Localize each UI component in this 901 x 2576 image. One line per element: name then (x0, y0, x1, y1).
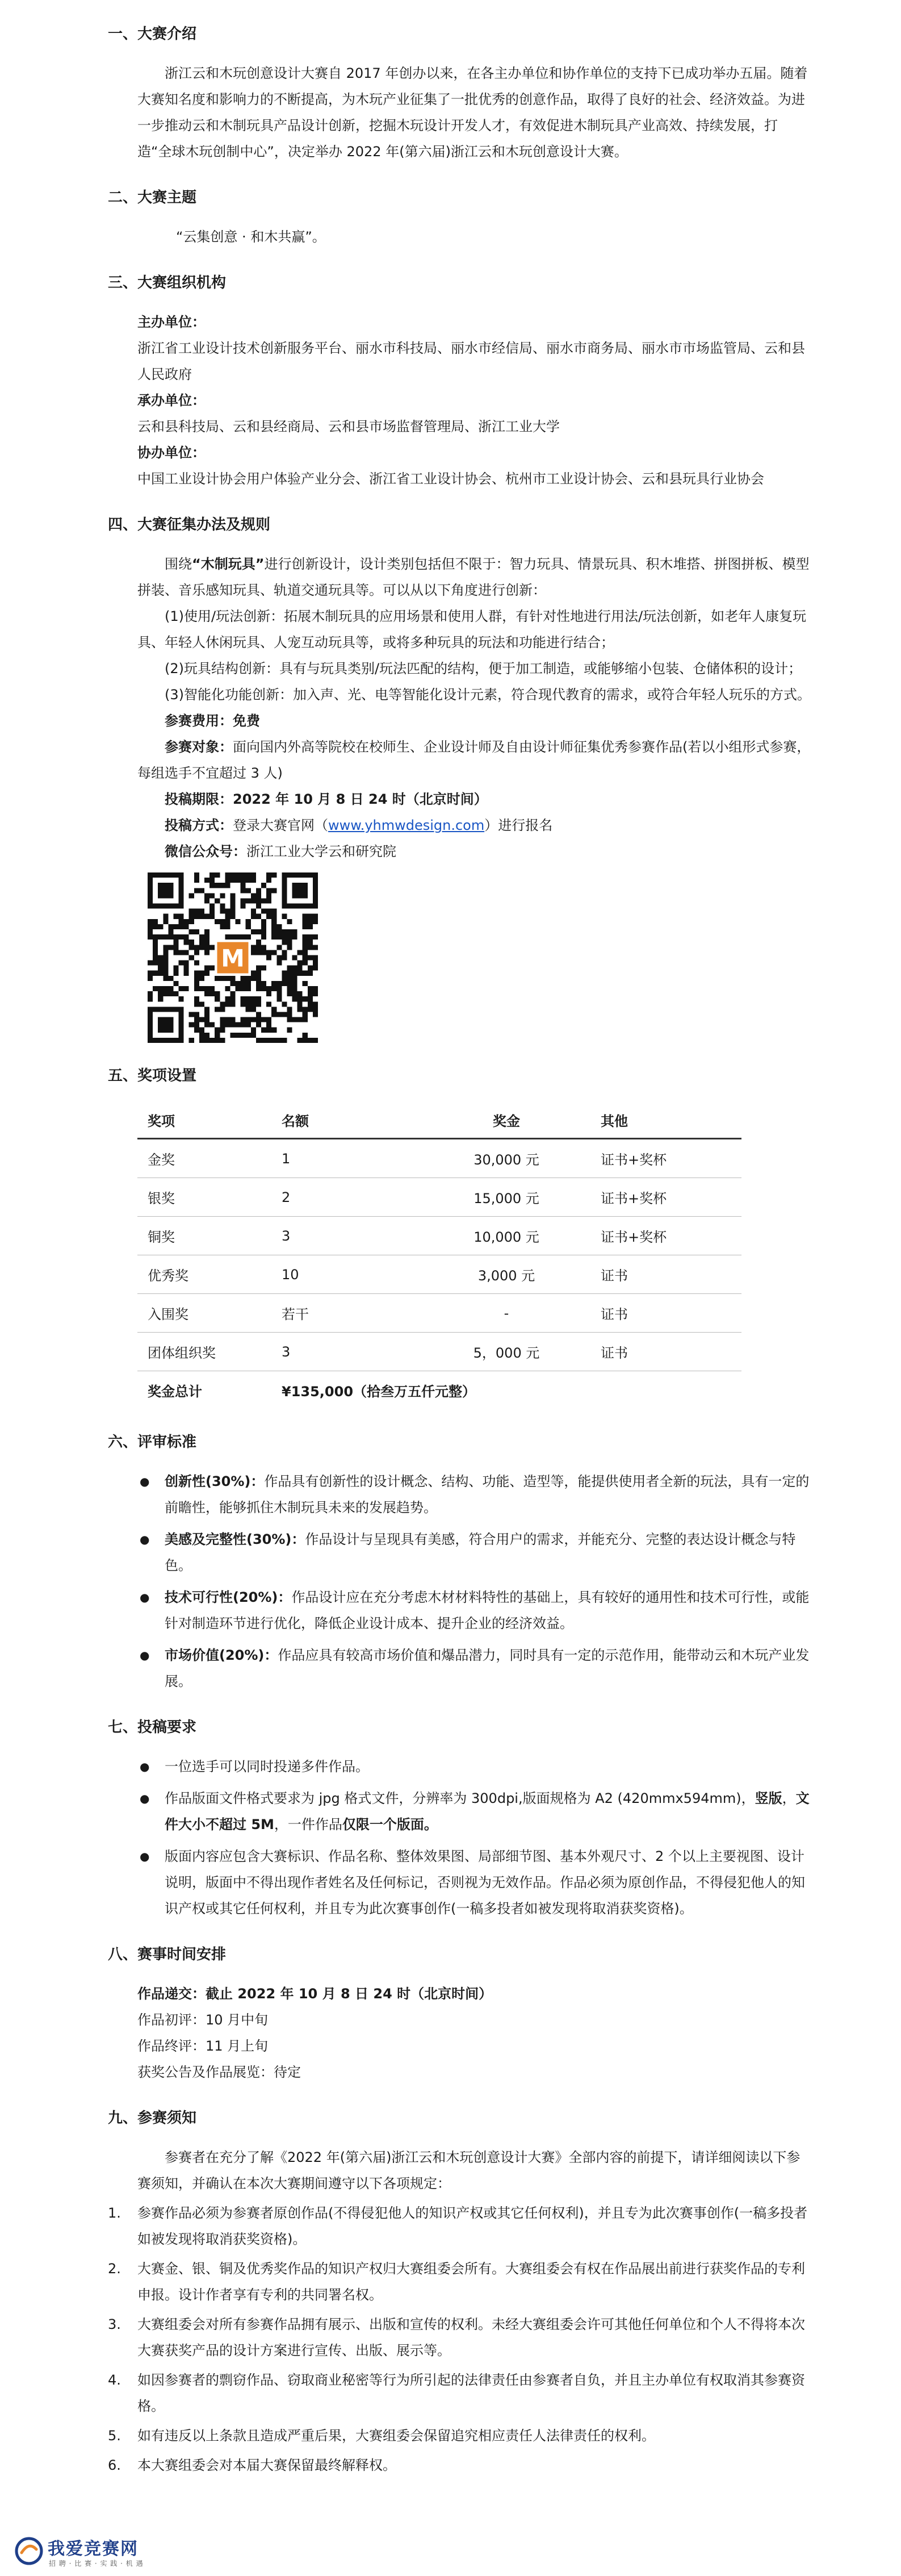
list-item: ● 版面内容应包含大赛标识、作品名称、整体效果图、局部细节图、基本外观尺寸、2 个以上主要视图、设计说明，版面中不得出现作者姓名及任何标记，否则视为无效作品。作品必须为原创作品，不得侵犯他人的知识产权或其它任何权利，并且专为此次赛事创作(一稿多投者如被发现将取消获奖资格)。 (148, 1843, 812, 1922)
target-label: 参赛对象： (165, 739, 233, 755)
cell: 金奖 (137, 1139, 271, 1178)
cell: 3,000 元 (422, 1255, 590, 1294)
theme-text: “云集创意 · 和木共赢”。 (176, 229, 326, 245)
cell: 入围奖 (137, 1294, 271, 1333)
cell: 证书 (590, 1333, 741, 1371)
item-text: 大赛金、银、铜及优秀奖作品的知识产权归大赛组委会所有。大赛组委会有权在作品展出前进行获奖作品的专利申报。设计作者享有专利的共同署名权。 (137, 2261, 805, 2303)
document-body (108, 24, 812, 2501)
host-text: 浙江省工业设计技术创新服务平台、丽水市科技局、丽水市经信局、丽水市商务局、丽水市市场监管局、云和县人民政府 (137, 340, 805, 382)
section-organization (108, 273, 812, 492)
section-submission (108, 1717, 812, 1922)
awards-table (137, 1102, 741, 1409)
cell: 10 (271, 1255, 422, 1294)
section-title: 二、大赛主题 (108, 189, 197, 206)
fee-line (137, 708, 812, 734)
item-number: 2. (108, 2261, 121, 2277)
item-text: 大赛组委会对所有参赛作品拥有展示、出版和宣传的权利。未经大赛组委会许可其他任何单位和个人不得将本次大赛获奖产品的设计方案进行宣传、出版、展示等。 (137, 2316, 805, 2358)
submit-text-a: 登录大赛官网（ (233, 817, 328, 833)
section-title: 五、奖项设置 (108, 1067, 197, 1084)
cell: 证书+奖杯 (590, 1139, 741, 1178)
cell: 证书+奖杯 (590, 1217, 741, 1255)
req-text: ， (782, 1790, 796, 1806)
org-block (108, 309, 812, 492)
site-logo (15, 2535, 174, 2572)
header-award: 奖项 (137, 1102, 271, 1139)
criteria-text: 作品应具有较高市场价值和爆品潜力，同时具有一定的示范作用，能带动云和木玩产业发展。 (165, 1647, 810, 1689)
table-row (137, 1333, 741, 1371)
table-header-row (137, 1102, 741, 1139)
section-title: 四、大赛征集办法及规则 (108, 516, 271, 533)
schedule-item: 作品终评：11 月上旬 (137, 2038, 269, 2054)
section-title: 三、大赛组织机构 (108, 274, 227, 291)
list-item (108, 2452, 812, 2478)
cell: 证书 (590, 1294, 741, 1333)
section-title: 六、评审标准 (108, 1434, 197, 1451)
cell: 2 (271, 1178, 422, 1217)
rules-intro (137, 551, 812, 603)
logo-text: 我爱竞赛网 (48, 2539, 139, 2559)
section-theme (108, 187, 812, 250)
rules-intro-c: 进行创新设计，设计类别包括但不限于：智力玩具、情景玩具、积木堆搭、拼图拼板、模型拼装、音乐感知玩具、轨道交通玩具等。可以从以下角度进行创新： (137, 556, 810, 598)
cell: 证书+奖杯 (590, 1178, 741, 1217)
section-schedule (108, 1944, 812, 2085)
section-title: 七、投稿要求 (108, 1719, 197, 1736)
cell: 1 (271, 1139, 422, 1178)
cell: 团体组织奖 (137, 1333, 271, 1371)
criteria-text: 作品设计应在充分考虑木材材料特性的基础上，具有较好的通用性和技术可行性，或能针对制造环节进行优化，降低企业设计成本、提升企业的经济效益。 (165, 1589, 810, 1631)
table-row (137, 1178, 741, 1217)
table-row (137, 1139, 741, 1178)
rules-intro-b: “木制玩具” (192, 556, 265, 572)
cell: 5，000 元 (422, 1333, 590, 1371)
criteria-text: 作品设计与呈现具有美感，符合用户的需求，并能充分、完整的表达设计概念与特色。 (165, 1531, 796, 1573)
cell: 3 (271, 1333, 422, 1371)
wechat-line (137, 838, 812, 865)
table-row (137, 1255, 741, 1294)
wechat-label: 微信公众号： (165, 844, 246, 859)
req-bold: 文件大小不超过 5M (165, 1790, 810, 1832)
item-number: 1. (108, 2205, 121, 2221)
item-text: 参赛作品必须为参赛者原创作品(不得侵犯他人的知识产权或其它任何权利)，并且专为此次赛事创作(一稿多投者如被发现将取消获奖资格)。 (137, 2205, 808, 2247)
list-item (108, 2367, 812, 2419)
cell: 优秀奖 (137, 1255, 271, 1294)
cell: 30,000 元 (422, 1139, 590, 1178)
organizer-label: 承办单位： (137, 393, 206, 408)
list-item (108, 2423, 812, 2449)
table-total-row (137, 1371, 741, 1410)
req-text: ，一件作品 (274, 1817, 342, 1832)
notice-list (108, 2200, 812, 2478)
co-text: 中国工业设计协会用户体验产业分会、浙江省工业设计协会、杭州市工业设计协会、云和县玩具行业协会 (137, 471, 764, 487)
qr-code (148, 872, 318, 1043)
deadline-line (137, 786, 812, 812)
list-item (148, 1642, 812, 1694)
section-rules (108, 515, 812, 1043)
host-label: 主办单位： (137, 314, 206, 330)
criteria-name: 市场价值(20%)： (165, 1647, 278, 1663)
qr-code-image (148, 872, 318, 1043)
cell: 铜奖 (137, 1217, 271, 1255)
notice-intro: 参赛者在充分了解《2022 年(第六届)浙江云和木玩创意设计大赛》全部内容的前提下，请详细阅读以下参赛须知，并确认在本次大赛期间遵守以下各项规定： (137, 2149, 801, 2191)
list-item (148, 1526, 812, 1579)
submit-line (137, 812, 812, 838)
rule-item-2: (2)玩具结构创新：具有与玩具类别/玩法匹配的结构，便于加工制造，或能够缩小包装、仓储体积的设计； (165, 661, 802, 677)
schedule-item: 作品初评：10 月中旬 (137, 2012, 269, 2028)
logo-subtitle: 招 聘 · 比 赛 · 实 践 · 机 遇 (49, 2560, 144, 2567)
rule-item-1: (1)使用/玩法创新：拓展木制玩具的应用场景和使用人群，有针对性地进行用法/玩法创新，如老年人康复玩具、年轻人休闲玩具、人宠互动玩具等，或将多种玩具的玩法和功能进行结合； (137, 608, 807, 650)
section-title: 九、参赛须知 (108, 2110, 197, 2127)
submit-label: 投稿方式： (165, 817, 233, 833)
cell: 若干 (271, 1294, 422, 1333)
list-item (148, 1468, 812, 1521)
cell: 15,000 元 (422, 1178, 590, 1217)
list-item: ● 一位选手可以同时投递多件作品。 (148, 1753, 812, 1780)
cell: 银奖 (137, 1178, 271, 1217)
schedule-item: 获奖公告及作品展览：待定 (137, 2064, 301, 2080)
deadline-text: 投稿期限：2022 年 10 月 8 日 24 时（北京时间） (165, 791, 488, 807)
req-bold: 仅限一个版面。 (342, 1817, 438, 1832)
list-item (108, 2200, 812, 2252)
header-prize: 奖金 (422, 1102, 590, 1139)
item-number: 6. (108, 2457, 121, 2473)
paragraph: 浙江云和木玩创意设计大赛自 2017 年创办以来，在各主办单位和协作单位的支持下已成功举办五届。随着大赛知名度和影响力的不断提高，为木玩产业征集了一批优秀的创意作品，取得了良好的社会、经济效益。为进一步推动云和木制玩具产品设计创新，挖掘木玩设计开发人才，有效促进木制玩具产业高效、持续发展，打造“全球木玩创制中心”，决定举办 2022 年(第六届)浙江云和木玩创意设计大赛。 (137, 65, 808, 160)
list-item (108, 2311, 812, 2364)
item-number: 4. (108, 2372, 121, 2388)
criteria-name: 美感及完整性(30%)： (165, 1531, 305, 1547)
table-row (137, 1294, 741, 1333)
list-item (148, 1785, 812, 1838)
item-number: 5. (108, 2428, 121, 2444)
item-number: 3. (108, 2316, 121, 2332)
rules-block (108, 551, 812, 865)
logo-icon (15, 2537, 43, 2565)
section-criteria (108, 1432, 812, 1694)
wechat-text: 浙江工业大学云和研究院 (246, 844, 396, 859)
criteria-list (108, 1468, 812, 1694)
rules-intro-a: 围绕 (165, 556, 192, 572)
fee-text: 参赛费用：免费 (165, 713, 260, 729)
section-notice (108, 2108, 812, 2478)
section-title: 一、大赛介绍 (108, 26, 197, 43)
total-label: 奖金总计 (148, 1384, 202, 1400)
header-other: 其他 (590, 1102, 741, 1139)
cell: 10,000 元 (422, 1217, 590, 1255)
list-item (148, 1584, 812, 1636)
total-value: ¥135,000（拾叁万五仟元整） (282, 1384, 476, 1400)
submit-text-b: ）进行报名 (484, 817, 553, 833)
rule-item-3: (3)智能化功能创新：加入声、光、电等智能化设计元素，符合现代教育的需求，或符合年轻人玩乐的方式。 (165, 687, 811, 703)
website-link[interactable]: www.yhmwdesign.com (328, 817, 485, 833)
target-text: 面向国内外高等院校在校师生、企业设计师及自由设计师征集优秀参赛作品(若以小组形式参赛，每组选手不宜超过 3 人) (137, 739, 811, 781)
target-line (137, 734, 812, 786)
cell: 3 (271, 1217, 422, 1255)
item-text: 本大赛组委会对本届大赛保留最终解释权。 (137, 2457, 396, 2473)
item-text: 如因参赛者的剽窃作品、窃取商业秘密等行为所引起的法律责任由参赛者自负，并且主办单位有权取消其参赛资格。 (137, 2372, 805, 2414)
criteria-name: 技术可行性(20%)： (165, 1589, 292, 1605)
organizer-text: 云和县科技局、云和县经商局、云和县市场监督管理局、浙江工业大学 (137, 419, 560, 435)
section-awards (108, 1066, 812, 1409)
schedule-block (108, 1981, 812, 2085)
section-intro (108, 24, 812, 165)
section-title: 八、赛事时间安排 (108, 1946, 227, 1963)
req-text: 作品版面文件格式要求为 jpg 格式文件，分辨率为 300dpi,版面规格为 A2 (420mmx594mm)， (165, 1790, 755, 1806)
submission-list (108, 1753, 812, 1922)
table-row (137, 1217, 741, 1255)
co-label: 协办单位： (137, 445, 206, 461)
qr-center-logo: M (221, 944, 245, 972)
item-text: 如有违反以上条款且造成严重后果，大赛组委会保留追究相应责任人法律责任的权利。 (137, 2428, 655, 2444)
schedule-item: 作品递交：截止 2022 年 10 月 8 日 24 时（北京时间） (137, 1986, 493, 2002)
list-item (108, 2256, 812, 2308)
header-quota: 名额 (271, 1102, 422, 1139)
cell: 证书 (590, 1255, 741, 1294)
req-bold: 竖版 (755, 1790, 782, 1806)
cell: - (422, 1294, 590, 1333)
criteria-name: 创新性(30%)： (165, 1473, 265, 1489)
criteria-text: 作品具有创新性的设计概念、结构、功能、造型等，能提供使用者全新的玩法，具有一定的前瞻性，能够抓住木制玩具未来的发展趋势。 (165, 1473, 810, 1515)
